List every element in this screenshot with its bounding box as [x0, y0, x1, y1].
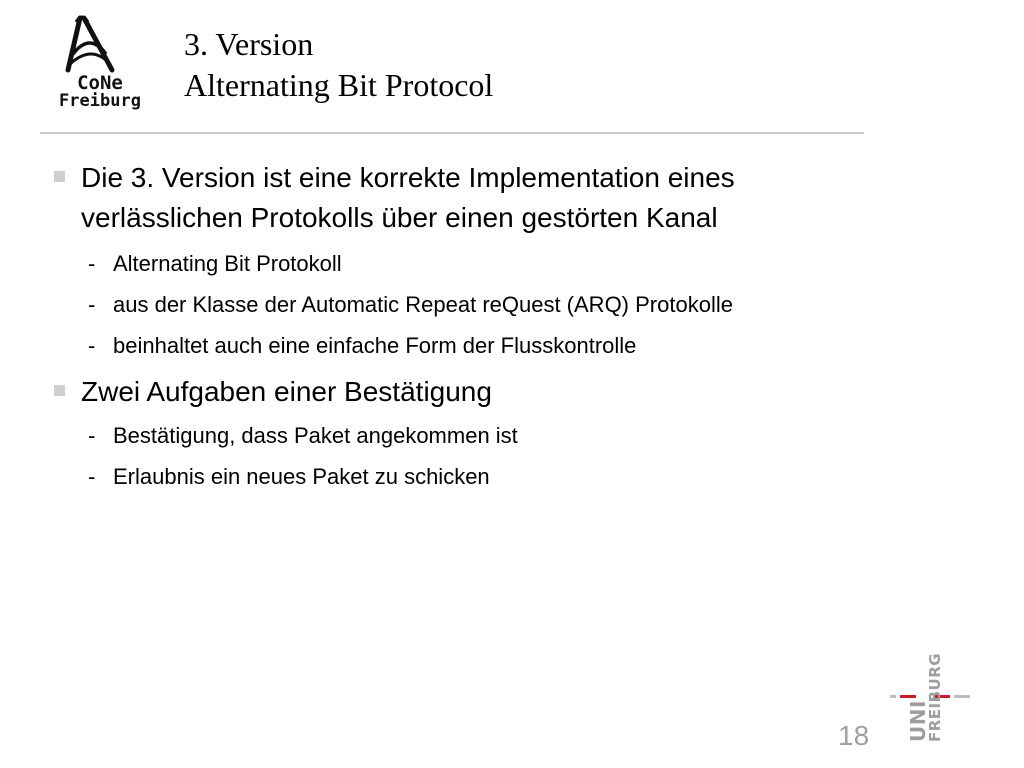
freiburg-word: FREIBURG [926, 652, 944, 742]
sub-bullet-text: aus der Klasse der Automatic Repeat reQuest (ARQ) Protokolle [113, 292, 733, 317]
dash-icon: - [88, 464, 96, 489]
bullet-1-text: Die 3. Version ist eine korrekte Implementation eines verlässlichen Protokolls über einen gestörten Kanal [81, 162, 735, 233]
sub-bullet-text: beinhaltet auch eine einfache Form der Flusskontrolle [113, 333, 637, 358]
bullet-1 [54, 158, 884, 238]
bullet-square-icon [54, 171, 65, 182]
cone-logo-icon [40, 14, 160, 76]
sub-bullet-1-1 [54, 248, 884, 279]
dash-icon: - [88, 251, 96, 276]
uni-word: UNI [906, 700, 930, 742]
title-line-2: Alternating Bit Protocol [184, 67, 494, 103]
title-line-1: 3. Version [184, 26, 314, 62]
title-divider [40, 132, 864, 134]
sub-bullet-1-3 [54, 330, 884, 361]
bullet-square-icon [54, 385, 65, 396]
sub-bullet-1-2 [54, 289, 884, 320]
cone-freiburg-logo [40, 14, 160, 118]
dash-icon: - [88, 423, 96, 448]
sub-bullet-2-2 [54, 461, 884, 492]
sub-bullet-2-1 [54, 420, 884, 451]
sub-bullet-text: Alternating Bit Protokoll [113, 251, 342, 276]
uni-freiburg-logo [890, 640, 970, 750]
logo-line-1: CoNe [77, 72, 123, 94]
slide-content [54, 158, 884, 492]
logo-line-2: Freiburg [59, 91, 141, 112]
uni-logo-wordmark [890, 640, 970, 750]
bullet-2-text: Zwei Aufgaben einer Bestätigung [81, 376, 492, 407]
sub-bullet-text: Bestätigung, dass Paket angekommen ist [113, 423, 518, 448]
dash-icon: - [88, 333, 96, 358]
logo-text [40, 74, 160, 111]
dash-icon: - [88, 292, 96, 317]
slide-title [184, 24, 493, 106]
bullet-2 [54, 372, 884, 412]
page-number: 18 [838, 720, 870, 751]
sub-bullet-text: Erlaubnis ein neues Paket zu schicken [113, 464, 490, 489]
